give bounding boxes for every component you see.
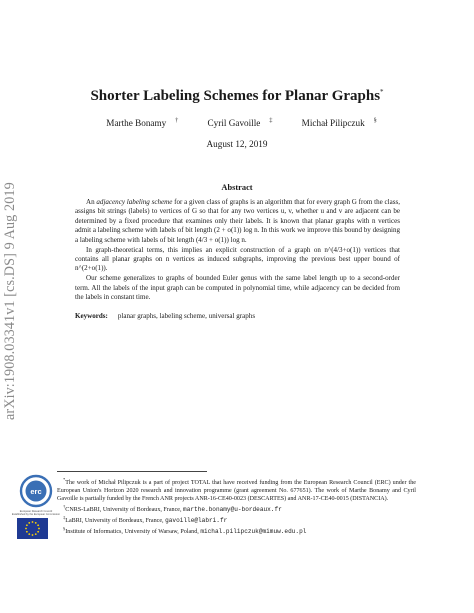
- eu-star: [26, 531, 28, 533]
- abstract-body: [75, 198, 400, 302]
- footnote-mark: §: [63, 526, 66, 532]
- footnote-rule: [57, 471, 207, 472]
- title-text: Shorter Labeling Schemes for Planar Graphs: [90, 88, 381, 104]
- footnote-text: CNRS-LaBRI, University of Bordeaux, France,: [65, 507, 184, 514]
- erc-logo-text: erc: [30, 486, 42, 496]
- eu-star: [26, 524, 28, 526]
- abstract-paragraph-2: In graph-theoretical terms, this implies an explicit construction of a graph on n^(4/3+o(1)) vertices that contains all planar graphs on n vertices as induced subgraphs, improving the previous best upper bound of n^(2+o(1)).: [75, 245, 400, 273]
- abstract-text: An: [86, 198, 97, 206]
- footnote-text: Institute of Informatics, University of Warsaw, Poland,: [65, 529, 201, 536]
- footnote-text: LaBRI, University of Bordeaux, France,: [65, 518, 166, 525]
- eu-flag-icon: [17, 518, 48, 539]
- paper-title: [0, 88, 474, 105]
- keywords-label: Keywords:: [75, 312, 108, 320]
- abstract-paragraph-3: Our scheme generalizes to graphs of bounded Euler genus with the same label length up to a second-order term. All the labels of the input graph can be computed in polynomial time, while adjacency can be decided from the labels in constant time.: [75, 274, 400, 302]
- eu-star: [35, 533, 37, 535]
- author-list: [0, 118, 474, 128]
- eu-star: [28, 522, 30, 524]
- erc-caption: [10, 510, 62, 516]
- abstract-paragraph-1: [75, 198, 400, 245]
- author-1: [97, 118, 178, 128]
- erc-logo-icon: [19, 474, 53, 508]
- title-mark: *: [380, 88, 384, 96]
- author-2: [199, 118, 273, 128]
- eu-star: [25, 528, 27, 530]
- author-name: Cyril Gavoille: [207, 118, 261, 129]
- footnotes: [57, 476, 416, 536]
- abstract-text: for a given class of graphs is an algorithm that for every graph G from the class, assigns bit strings (labels) to vertices of G so that for any two vertices u, v, whether u and v are adjacent can be determined by a fixed procedure that examines only their labels. It is known that planar graphs with n vertices admit a labeling scheme with labels of bit length (2 + o(1)) log n. In this work we improve this bound by designing a labeling scheme with labels of bit length (4/3 + o(1)) log n.: [75, 198, 400, 244]
- author-name: Marthe Bonamy: [106, 118, 167, 129]
- footnote-affil-3: [57, 525, 416, 536]
- author-mark: §: [373, 118, 377, 124]
- footnote-funding: [57, 476, 416, 503]
- abstract-heading: Abstract: [221, 183, 253, 192]
- eu-star: [38, 528, 40, 530]
- paper-date: August 12, 2019: [206, 139, 268, 149]
- author-3: [293, 118, 377, 128]
- footnote-affil-1: [57, 503, 416, 514]
- author-name: Michał Pilipczuk: [301, 118, 365, 129]
- eu-star: [37, 524, 39, 526]
- footnote-mark: ‡: [63, 515, 66, 521]
- eu-star: [32, 534, 34, 536]
- footnote-mark: †: [63, 504, 66, 510]
- keywords-list: planar graphs, labeling scheme, universal graphs: [117, 312, 256, 320]
- email-link[interactable]: michal.pilipczuk@mimuw.edu.pl: [200, 528, 307, 536]
- abstract-term: adjacency labeling scheme: [96, 198, 173, 206]
- eu-star: [28, 533, 30, 535]
- eu-star: [37, 531, 39, 533]
- footnote-mark: *: [63, 477, 66, 482]
- email-link[interactable]: marthe.bonamy@u-bordeaux.fr: [183, 506, 282, 514]
- keywords: [75, 312, 405, 320]
- footnote-text: The work of Michał Pilipczuk is a part of project TOTAL that have received funding from the European Research Council (ERC) under the European Union's Horizon 2020 research and innovation programme (grant agreement No. 677651). The work of Marthe Bonamy and Cyril Gavoille is partially funded by the French ANR projects ANR-16-CE40-0023 (DESCARTES) and ANR-17-CE40-0015 (DISTANCIA).: [57, 480, 416, 503]
- author-mark: †: [175, 118, 179, 124]
- erc-caption-sub: Established by the European Commission: [11, 513, 61, 517]
- arxiv-stamp: arXiv:1908.03341v1 [cs.DS] 9 Aug 2019: [2, 182, 18, 420]
- email-link[interactable]: gavoille@labri.fr: [165, 517, 228, 525]
- author-mark: ‡: [269, 118, 273, 124]
- footnote-affil-2: [57, 514, 416, 525]
- eu-star: [32, 521, 34, 523]
- eu-star: [35, 522, 37, 524]
- erc-caption-line: European Research Council: [19, 510, 53, 513]
